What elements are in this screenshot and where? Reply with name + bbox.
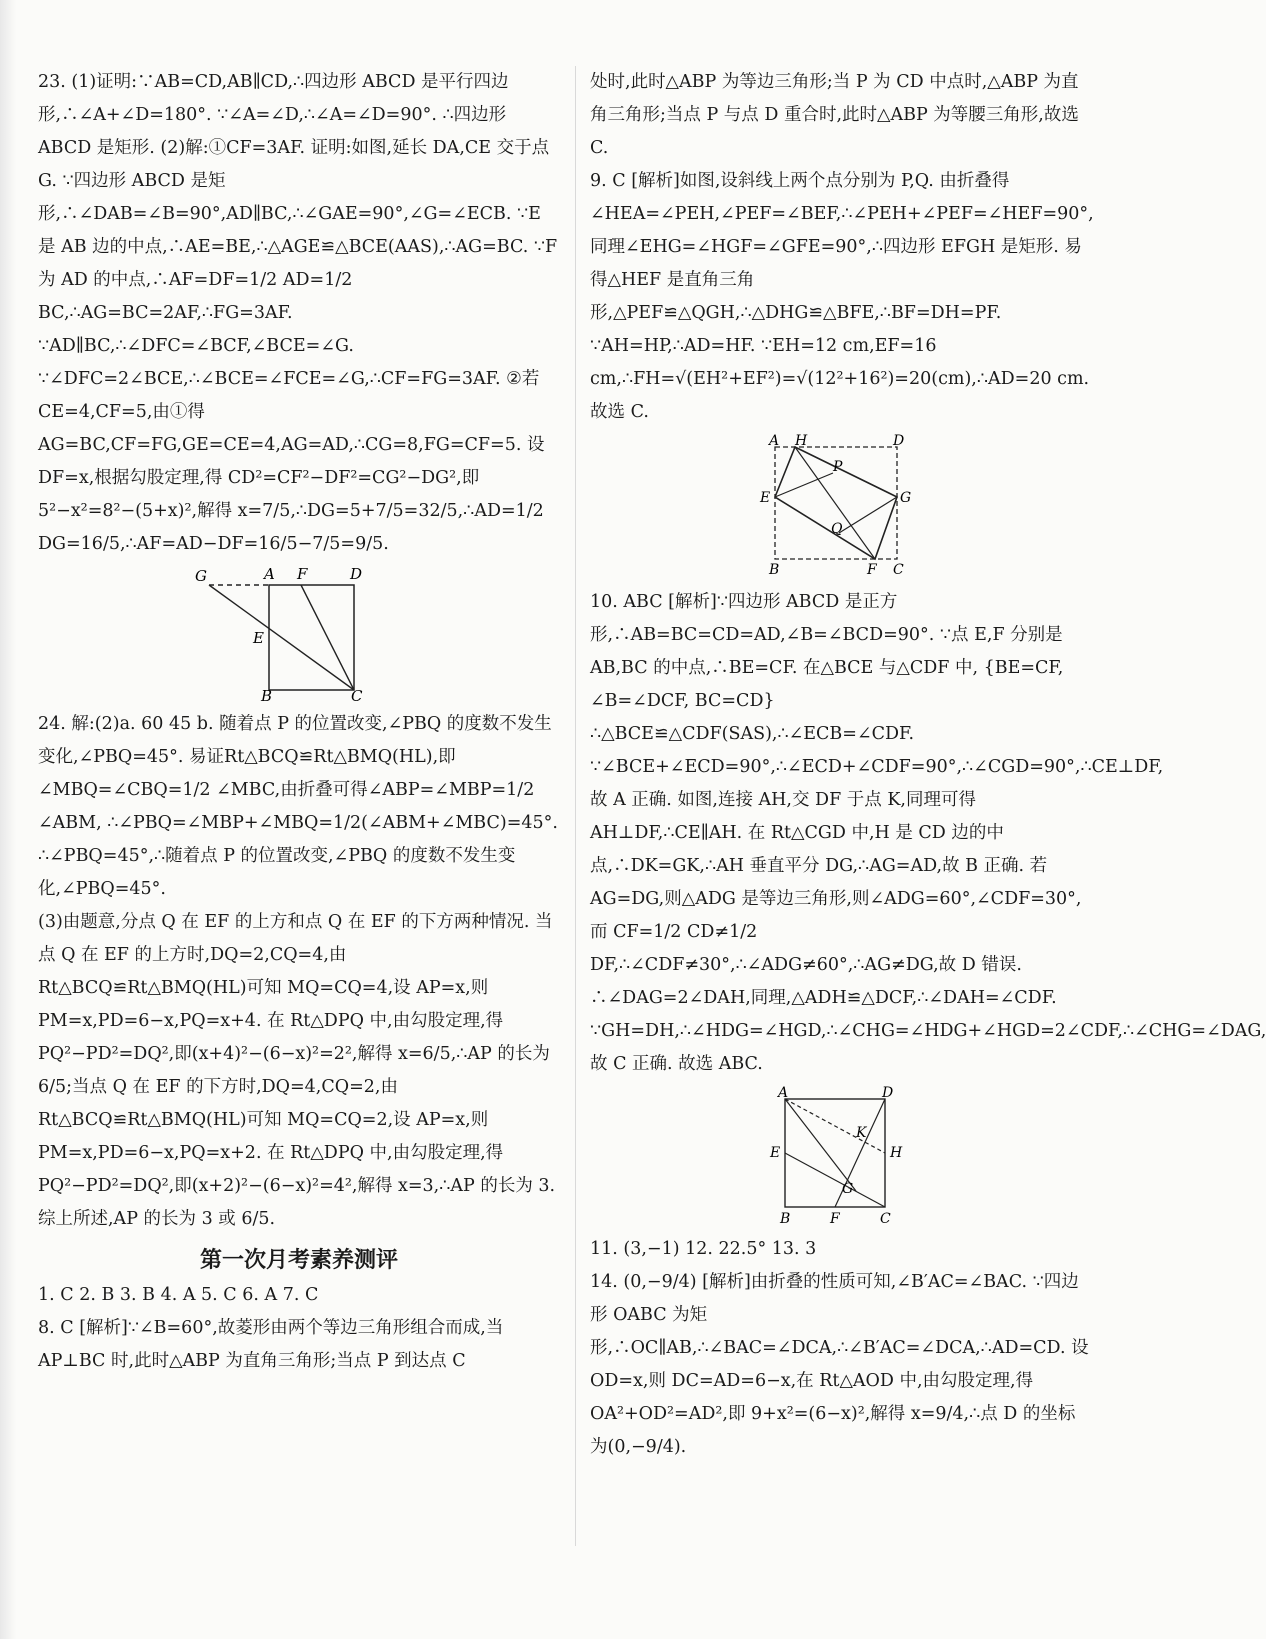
page-binding-shadow xyxy=(0,0,16,1639)
answer-23-text: 23. (1)证明:∵AB=CD,AB∥CD,∴四边形 ABCD 是平行四边形,∴∠A+∠D=180°. ∵∠A=∠D,∴∠A=∠D=90°. ∴四边形 ABCD 是矩形. (2)解:①CF=3AF. 证明:如图,延长 DA,CE 交于点 G. ∵四边形 ABCD 是矩形,∴∠DAB=∠B=90°,AD∥BC,∴∠GAE=90°,∠G=∠ECB. ∵E 是 AB 边的中点,∴AE=BE,∴△AGE≌△BCE(AAS),∴AG=BC. ∵F 为 AD 的中点,∴AF=DF=1/2 AD=1/2 BC,∴AG=BC=2AF,∴FG=3AF. ∵AD∥BC,∴∠DFC=∠BCF,∠BCE=∠G. ∵∠DFC=2∠BCE,∴∠BCE=∠FCE=∠G,∴CF=FG=3AF. ②若 CE=4,CF=5,由①得 AG=BC,CF=FG,GE=CE=4,AG=AD,∴CG=8,FG=CF=5. 设 DF=x,根据勾股定理,得 CD²=CF²−DF²=CG²−DG²,即 5²−x²=8²−(5+x)²,解得 x=7/5,∴DG=5+7/5=32/5,∴AD=1/2 DG=16/5,∴AF=AD−DF=16/5−7/5=9/5. xyxy=(38,72,558,554)
fig1-label-G: G xyxy=(195,567,207,585)
mc-answers-1-7: 1. C 2. B 3. B 4. A 5. C 6. A 7. C xyxy=(38,1285,319,1305)
answer-24-part3: (3)由题意,分点 Q 在 EF 的上方和点 Q 在 EF 的下方两种情况. 当点 Q 在 EF 的上方时,DQ=2,CQ=4,由 Rt△BCQ≌Rt△BMQ(HL)可知 MQ=CQ=4,设 AP=x,则 PM=x,PD=6−x,PQ=x+4. 在 Rt△DPQ 中,由勾股定理,得 PQ²−PD²=DQ²,即(x+4)²−(6−x)²=2²,解得 x=6/5,∴AP 的长为 6/5;当点 Q 在 EF 的下方时,DQ=4,CQ=2,由 Rt△BCQ≌Rt△BMQ(HL)可知 MQ=CQ=2,设 AP=x,则 PM=x,PD=6−x,PQ=x+2. 在 Rt△DPQ 中,由勾股定理,得 PQ²−PD²=DQ²,即(x+2)²−(6−x)²=4²,解得 x=3,∴AP 的长为 3. 综上所述,AP 的长为 3 或 6/5. xyxy=(38,912,556,1229)
fig3-label-F: F xyxy=(830,1211,840,1227)
fig2-label-H: H xyxy=(795,433,808,449)
left-column xyxy=(38,66,560,1378)
fig1-label-C: C xyxy=(351,687,363,705)
answer-24-part2: 24. 解:(2)a. 60 45 b. 随着点 P 的位置改变,∠PBQ 的度数不发生变化,∠PBQ=45°. 易证Rt△BCQ≌Rt△BMQ(HL),即∠MBQ=∠CBQ=1/2 ∠MBC,由折叠可得∠ABP=∠MBP=1/2 ∠ABM, ∴∠PBQ=∠MBP+∠MBQ=1/2(∠ABM+∠MBC)=45°. ∴∠PBQ=45°,∴随着点 P 的位置改变,∠PBQ 的度数不发生变化,∠PBQ=45°. xyxy=(38,714,558,899)
figure-rectangle-abcd xyxy=(189,565,409,705)
fig2-label-A: A xyxy=(769,433,780,449)
fig3-label-D: D xyxy=(882,1085,894,1101)
fig2-label-F: F xyxy=(867,562,877,578)
fig2-label-E: E xyxy=(760,490,771,506)
figure-folded-rectangle xyxy=(755,435,925,580)
answer-10-text: 10. ABC [解析]∵四边形 ABCD 是正方形,∴AB=BC=CD=AD,∠B=∠BCD=90°. ∵点 E,F 分别是 AB,BC 的中点,∴BE=CF. 在△BCE 与△CDF 中, {BE=CF, ∠B=∠DCF, BC=CD} ∴△BCE≌△CDF(SAS),∴∠ECB=∠CDF. ∵∠BCE+∠ECD=90°,∴∠ECD+∠CDF=90°,∴∠CGD=90°,∴CE⊥DF,故 A 正确. 如图,连接 AH,交 DF 于点 K,同理可得 AH⊥DF,∴CE∥AH. 在 Rt△CGD 中,H 是 CD 边的中点,∴DK=GK,∴AH 垂直平分 DG,∴AG=AD,故 B 正确. 若 AG=DG,则△ADG 是等边三角形,则∠ADG=60°,∠CDF=30°,而 CF=1/2 CD≠1/2 DF,∴∠CDF≠30°,∴∠ADG≠60°,∴AG≠DG,故 D 错误. ∴∠DAG=2∠DAH,同理,△ADH≌△DCF,∴∠DAH=∠CDF. ∵GH=DH,∴∠HDG=∠HGD,∴∠CHG=∠HDG+∠HGD=2∠CDF,∴∠CHG=∠DAG,故 C 正确. 故选 ABC. xyxy=(590,592,1266,1074)
fig3-label-H: H xyxy=(890,1145,903,1161)
answer-14-text: 14. (0,−9/4) [解析]由折叠的性质可知,∠B′AC=∠BAC. ∵四边形 OABC 为矩形,∴OC∥AB,∴∠BAC=∠DCA,∴∠B′AC=∠DCA,∴AD=CD. 设 OD=x,则 DC=AD=6−x,在 Rt△AOD 中,由勾股定理,得 OA²+OD²=AD²,即 9+x²=(6−x)²,解得 x=9/4,∴点 D 的坐标为(0,−9/4). xyxy=(590,1272,1089,1457)
fig1-label-A: A xyxy=(264,565,275,583)
column-divider xyxy=(575,66,576,1546)
fig3-label-E: E xyxy=(770,1145,781,1161)
fig2-label-C: C xyxy=(893,562,904,578)
fig2-label-D: D xyxy=(893,433,905,449)
fig2-label-B: B xyxy=(769,562,780,578)
fig3-label-C: C xyxy=(880,1211,891,1227)
fig3-label-B: B xyxy=(780,1211,791,1227)
fig3-label-A: A xyxy=(778,1085,789,1101)
figure-square-abcd xyxy=(760,1087,920,1227)
fig2-label-Q: Q xyxy=(831,521,843,537)
right-column xyxy=(590,66,1266,1464)
section-title: 第一次月考素养测评 xyxy=(199,1248,398,1273)
fig3-label-K: K xyxy=(856,1125,867,1141)
fig1-label-E: E xyxy=(253,629,264,647)
answers-11-13: 11. (3,−1) 12. 22.5° 13. 3 xyxy=(590,1239,817,1259)
fig3-label-G: G xyxy=(842,1181,854,1197)
fig2-label-P: P xyxy=(833,459,843,475)
fig2-label-G: G xyxy=(900,490,912,506)
answer-8-start: 8. C [解析]∵∠B=60°,故菱形由两个等边三角形组合而成,当 AP⊥BC 时,此时△ABP 为直角三角形;当点 P 到达点 C xyxy=(38,1318,504,1371)
answer-9-text: 9. C [解析]如图,设斜线上两个点分别为 P,Q. 由折叠得∠HEA=∠PEH,∠PEF=∠BEF,∴∠PEH+∠PEF=∠HEF=90°,同理∠EHG=∠HGF=∠GFE=90°,∴四边形 EFGH 是矩形. 易得△HEF 是直角三角形,△PEF≌△QGH,∴△DHG≌△BFE,∴BF=DH=PF. ∵AH=HP,∴AD=HF. ∵EH=12 cm,EF=16 cm,∴FH=√(EH²+EF²)=√(12²+16²)=20(cm),∴AD=20 cm. 故选 C. xyxy=(590,171,1094,422)
fig1-label-D: D xyxy=(350,565,363,583)
fig1-label-B: B xyxy=(261,687,273,705)
answer-8-end: 处时,此时△ABP 为等边三角形;当 P 为 CD 中点时,△ABP 为直角三角形;当点 P 与点 D 重合时,此时△ABP 为等腰三角形,故选 C. xyxy=(590,72,1079,158)
fig1-label-F: F xyxy=(297,565,308,583)
